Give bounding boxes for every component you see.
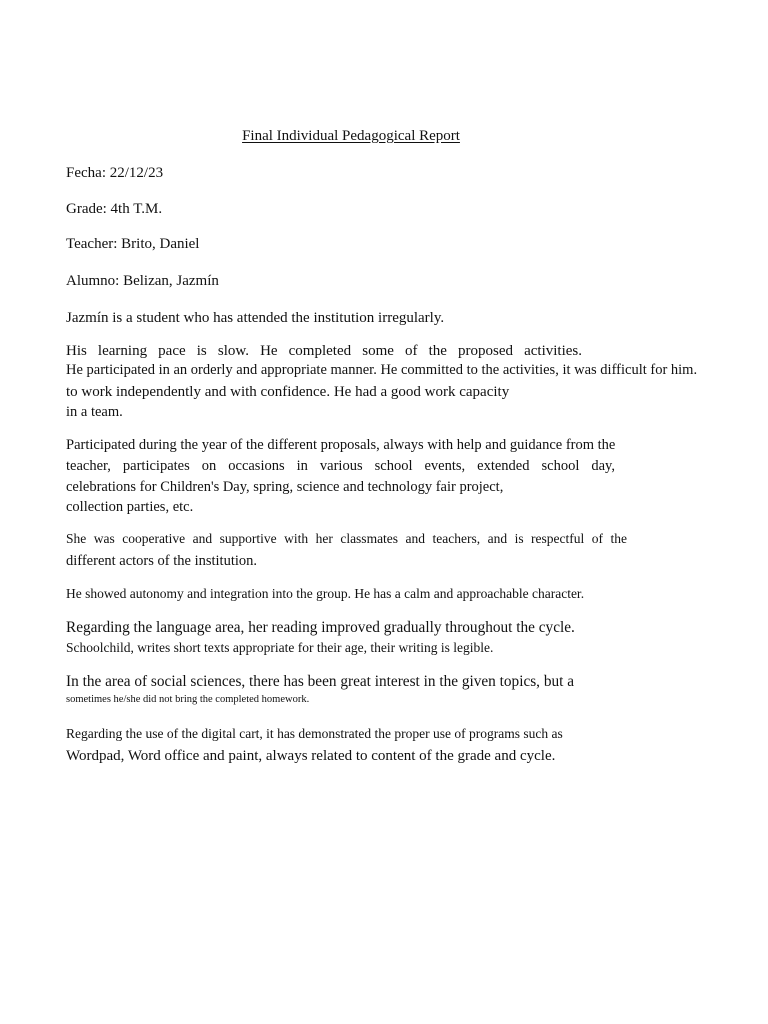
paragraph-learning-line-2: He participated in an orderly and appropriate manner. He committed to the activities, it was difficult for him. [66,362,698,378]
date-line: Fecha: 22/12/23 [66,165,164,181]
paragraph-social-line-2: sometimes he/she did not bring the completed homework. [66,694,310,705]
paragraph-learning-line-4: in a team. [66,404,123,420]
paragraph-digital-line-2: Wordpad, Word office and paint, always related to content of the grade and cycle. [66,748,556,764]
paragraph-cooperation-line-2: different actors of the institution. [66,553,258,569]
paragraph-cooperation-line-1: She was cooperative and supportive with her classmates and teachers, and is respectful of the [66,531,627,546]
report-title: Final Individual Pedagogical Report [242,128,460,144]
paragraph-participation-line-4: collection parties, etc. [66,499,194,515]
student-line: Alumno: Belizan, Jazmín [66,273,219,289]
grade-line: Grade: 4th T.M. [66,201,163,217]
paragraph-learning-line-3: to work independently and with confidence. He had a good work capacity [66,384,510,400]
paragraph-digital-line-1: Regarding the use of the digital cart, it has demonstrated the proper use of programs such as [66,726,563,741]
paragraph-attendance: Jazmín is a student who has attended the institution irregularly. [66,310,445,326]
paragraph-language-line-2: Schoolchild, writes short texts appropriate for their age, their writing is legible. [66,640,494,655]
paragraph-language-line-1: Regarding the language area, her reading improved gradually throughout the cycle. [66,619,575,636]
paragraph-participation-line-2: teacher, participates on occasions in various school events, extended school day, [66,458,615,474]
paragraph-participation-line-1: Participated during the year of the different proposals, always with help and guidance from the [66,437,616,453]
paragraph-autonomy: He showed autonomy and integration into the group. He has a calm and approachable character. [66,586,585,601]
paragraph-social-line-1: In the area of social sciences, there has been great interest in the given topics, but a [66,673,574,690]
paragraph-participation-line-3: celebrations for Children's Day, spring, science and technology fair project, [66,479,504,495]
paragraph-learning-line-1: His learning pace is slow. He completed some of the proposed activities. [66,343,582,359]
teacher-line: Teacher: Brito, Daniel [66,236,200,252]
